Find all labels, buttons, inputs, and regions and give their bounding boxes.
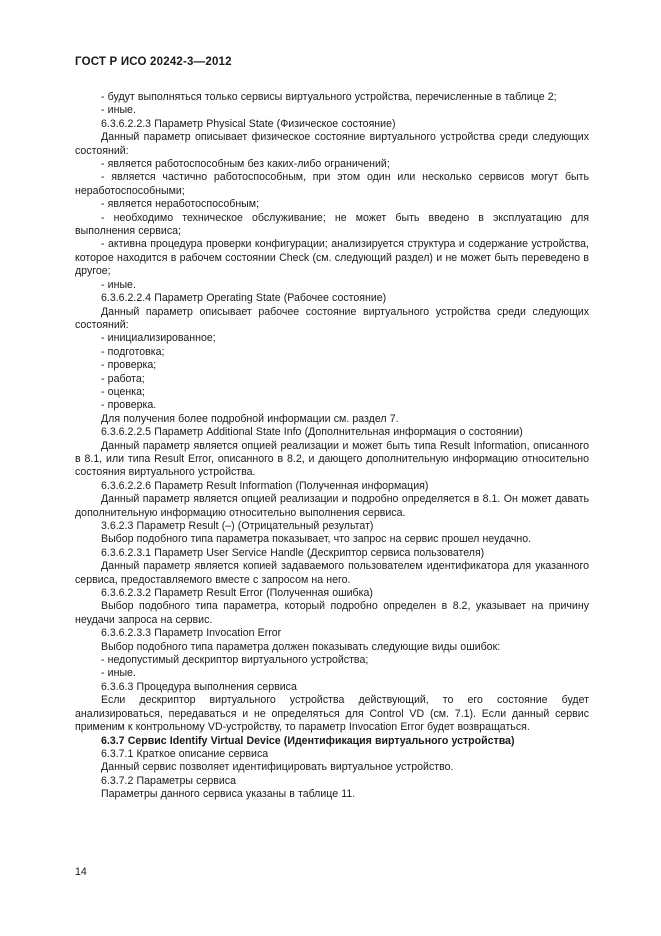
paragraph: Выбор подобного типа параметра, который подробно определен в 8.2, указывает на причину неудачи запроса на сервис. (75, 600, 589, 626)
paragraph: - работа; (101, 372, 145, 385)
paragraph: 6.3.6.2.2.3 Параметр Physical State (Физическое состояние) (101, 117, 396, 130)
paragraph: 6.3.6.2.3.3 Параметр Invocation Error (101, 627, 282, 640)
paragraph: 3.6.2.3 Параметр Result (–) (Отрицательный результат) (101, 520, 374, 532)
paragraph: Выбор подобного типа параметра показывает, что запрос на сервис прошел неудачно. (101, 533, 532, 546)
paragraph: Данный параметр описывает физическое состояние виртуального устройства среди следующих состояний: (75, 131, 589, 157)
paragraph: - иные. (101, 667, 136, 680)
paragraph: - недопустимый дескриптор виртуального устройства; (101, 654, 369, 667)
paragraph: - активна процедура проверки конфигурации; анализируется структура и содержание устройства, которое находится в рабочем состоянии Check (см. следующий раздел) и не может быть переведено в другое; (75, 238, 589, 278)
paragraph: - будут выполняться только сервисы виртуального устройства, перечисленные в таблице 2; (101, 91, 557, 103)
paragraph: - проверка. (101, 399, 157, 412)
paragraph: 6.3.6.3 Процедура выполнения сервиса (101, 680, 297, 693)
paragraph: 6.3.7.2 Параметры сервиса (101, 774, 236, 787)
paragraph: - подготовка; (101, 345, 165, 358)
paragraph: Данный параметр является опцией реализации и подробно определяется в 8.1. Он может давать дополнительную информацию относительно выполнения сервиса. (75, 493, 589, 519)
paragraph: 6.3.6.2.2.6 Параметр Result Information (Полученная информация) (101, 479, 429, 492)
paragraph: - является неработоспособным; (101, 198, 260, 211)
paragraph: 6.3.7.1 Краткое описание сервиса (101, 747, 269, 760)
document-header-title: ГОСТ Р ИСО 20242-3—2012 (75, 56, 232, 68)
paragraph: Данный параметр является опцией реализации и может быть типа Result Information, описанного в 8.1, или типа Result Error, описанного в 8.2, и дающего дополнительную информацию относительно состояния виртуального устройства. (75, 439, 589, 479)
paragraph: 6.3.6.2.2.4 Параметр Operating State (Рабочее состояние) (101, 292, 387, 305)
paragraph: - необходимо техническое обслуживание; не может быть введено в эксплуатацию для выполнения сервиса; (75, 211, 589, 238)
paragraph: Параметры данного сервиса указаны в таблице 11. (101, 788, 356, 801)
paragraph: Данный параметр описывает рабочее состояние виртуального устройства среди следующих состояний: (75, 305, 589, 331)
paragraph: Выбор подобного типа параметра должен показывать следующие виды ошибок: (101, 640, 501, 653)
paragraph: 6.3.6.2.2.5 Параметр Additional State Info (Дополнительная информация о состоянии) (101, 426, 523, 439)
paragraph: - проверка; (101, 359, 157, 372)
paragraph: - иные. (101, 278, 136, 291)
paragraph: - является частично работоспособным, при этом один или несколько сервисов могут быть неработоспособными; (75, 171, 589, 197)
paragraph: Для получения более подробной информации см. раздел 7. (101, 412, 399, 425)
section-heading: 6.3.7 Сервис Identify Virtual Device (Идентификация виртуального устройства) (101, 734, 515, 747)
paragraph: Данный параметр является копией задаваемого пользователем идентификатора для указанного сервиса, предоставляемого вместе с запросом на него. (75, 560, 589, 586)
paragraph: Данный сервис позволяет идентифицировать виртуальное устройство. (101, 761, 454, 774)
paragraph: Если дескриптор виртуального устройства действующий, то его состояние будет анализироваться, передаваться и не определяться для Control VD (см. 7.1). Если данный сервис применим к контрольному VD-устройству, то параметр Invocation Error будет возвращаться. (75, 694, 589, 734)
paragraph: 6.3.6.2.3.1 Параметр User Service Handle (Дескриптор сервиса пользователя) (101, 546, 485, 559)
paragraph: 6.3.6.2.3.2 Параметр Result Error (Полученная ошибка) (101, 587, 373, 600)
page-number: 14 (75, 866, 87, 878)
document-body (75, 91, 589, 802)
paragraph: - оценка; (101, 385, 145, 398)
paragraph: - инициализированное; (101, 332, 216, 345)
paragraph: - является работоспособным без каких-либо ограничений; (101, 158, 390, 171)
paragraph: - иные. (101, 104, 136, 117)
